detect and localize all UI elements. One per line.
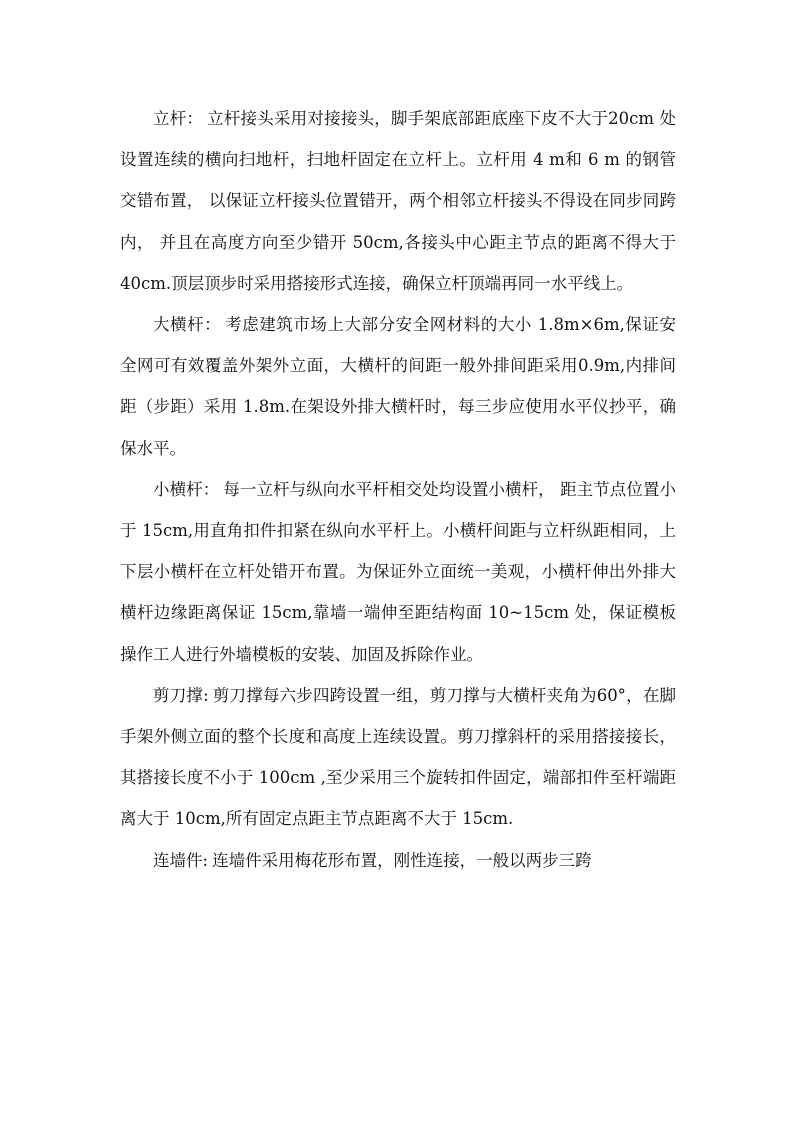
paragraph-text: 考虑建筑市场上大部分安全网材料的大小 1.8m×6m,保证安全网可有效覆盖外架外立面，大横杆的间距一般外排间距采用0.9m,内排间距（步距）采用 1.8m.在架设外排大横杆时，每三步应使用水平仪抄平，确保水平。 [120, 315, 676, 458]
paragraph-text: 立杆接头采用对接接头，脚手架底部距底座下皮不大于20cm 处设置连续的横向扫地杆，扫地杆固定在立杆上。立杆用 4 m和 6 m 的钢管交错布置， 以保证立杆接头位置错开，两个相邻立杆接头不得设在同步同跨内， 并且在高度方向至少错开 50cm,各接头中心距主节点的距离不得大于 40cm.顶层顶步时采用搭接形式连接，确保立杆顶端再同一水平线上。 [120, 109, 676, 293]
paragraph-text: 连墙件采用梅花形布置，刚性连接，一般以两步三跨 [212, 850, 592, 870]
paragraph-scissor-brace [120, 675, 676, 840]
paragraph-wall-tie [120, 840, 676, 881]
document-body [120, 98, 676, 881]
paragraph-vertical-pole [120, 98, 676, 304]
paragraph-small-crossbar [120, 469, 676, 675]
paragraph-lead: 剪刀撑: [153, 685, 209, 705]
paragraph-lead: 立杆： [153, 109, 204, 128]
paragraph-text: 每一立杆与纵向水平杆相交处均设置小横杆， 距主节点位置小于 15cm,用直角扣件扣紧在纵向水平杆上。小横杆间距与立杆纵距相同，上下层小横杆在立杆处错开布置。为保证外立面统一美观，小横杆伸出外排大横杆边缘距离保证 15cm,靠墙一端伸至距结构面 10~15cm 处，保证模板操作工人进行外墙模板的安装、加固及拆除作业。 [120, 479, 677, 664]
paragraph-lead: 小横杆： [153, 479, 220, 499]
paragraph-text: 剪刀撑每六步四跨设置一组，剪刀撑与大横杆夹角为60°，在脚手架外侧立面的整个长度和高度上连续设置。剪刀撑斜杆的采用搭接接长， 其搭接长度不小于 100cm ,至少采用三个旋转扣件固定，端部扣件至杆端距离大于 10cm,所有固定点距主节点距离不大于 15cm. [120, 685, 677, 829]
paragraph-lead: 大横杆： [153, 315, 222, 335]
paragraph-lead: 连墙件: [153, 850, 209, 870]
paragraph-large-crossbar [120, 304, 676, 469]
